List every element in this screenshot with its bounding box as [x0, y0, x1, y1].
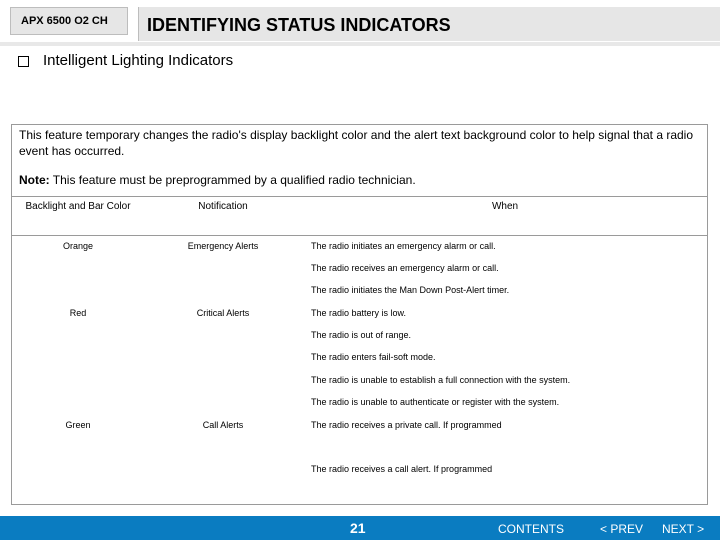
- section-title: Intelligent Lighting Indicators: [43, 52, 234, 69]
- prev-link[interactable]: < PREV: [600, 522, 644, 536]
- row-color: Green: [65, 420, 91, 430]
- note-text: This feature must be preprogrammed by a qualified radio technician.: [49, 173, 416, 187]
- row-event: The radio receives a call alert. If programmed: [311, 464, 493, 474]
- page-title: IDENTIFYING STATUS INDICATORS: [138, 7, 720, 41]
- model-label: APX 6500 O2 CH: [10, 7, 128, 35]
- row-event: The radio is unable to authenticate or register with the system.: [311, 397, 560, 407]
- row-event: The radio is unable to establish a full connection with the system.: [311, 375, 571, 385]
- row-event: The radio battery is low.: [311, 308, 407, 318]
- intro-paragraph: This feature temporary changes the radio's display backlight color and the alert text background color to help signal that a radio event has occurred.: [19, 128, 694, 158]
- note-paragraph: [19, 172, 416, 188]
- header-notification: Notification: [198, 201, 248, 212]
- row-event: The radio receives an emergency alarm or call.: [311, 263, 499, 273]
- row-color: Orange: [62, 241, 94, 251]
- row-event: The radio is out of range.: [311, 330, 412, 340]
- row-notification: Emergency Alerts: [187, 241, 259, 251]
- contents-link[interactable]: CONTENTS: [498, 522, 564, 536]
- row-event: The radio initiates the Man Down Post-Alert timer.: [311, 285, 510, 295]
- page-number: 21: [350, 520, 366, 536]
- section-heading: [18, 50, 233, 72]
- row-notification: Call Alerts: [202, 420, 244, 430]
- header-divider: [0, 42, 720, 46]
- row-notification: Critical Alerts: [196, 308, 250, 318]
- row-color: Red: [69, 308, 87, 318]
- row-event: The radio receives a private call. If programmed: [311, 420, 502, 430]
- header-color: Backlight and Bar Color: [25, 201, 131, 212]
- note-label: Note:: [19, 173, 50, 187]
- header-when: When: [491, 201, 519, 212]
- row-event: The radio enters fail-soft mode.: [311, 352, 436, 362]
- checkbox-bullet-icon: [18, 56, 29, 67]
- next-link[interactable]: NEXT >: [662, 522, 705, 536]
- row-event: The radio initiates an emergency alarm or call.: [311, 241, 496, 251]
